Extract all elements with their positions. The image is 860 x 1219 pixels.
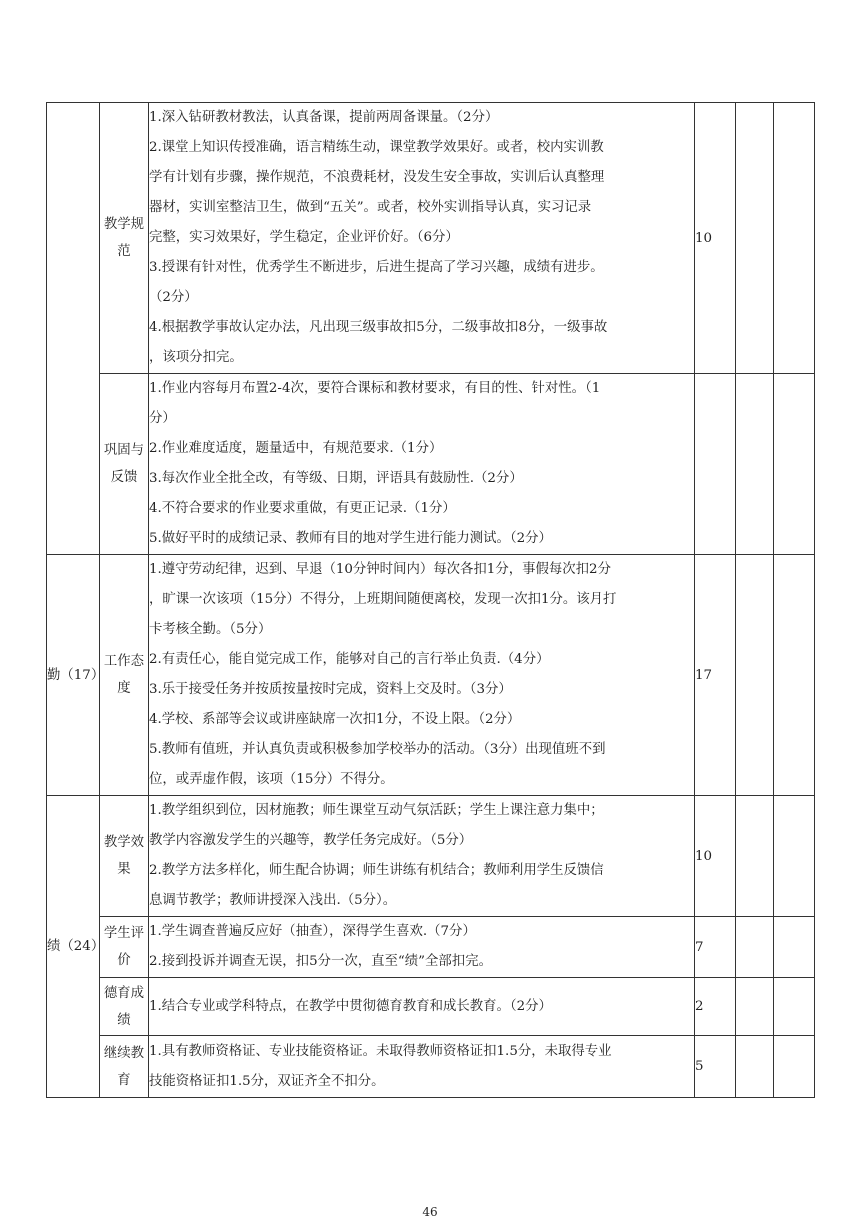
criteria-line: 1.深入钻研教材教法，认真备课，提前两周备课量。（2分）: [149, 110, 499, 125]
empty-cell: [736, 917, 774, 978]
empty-cell: [736, 374, 774, 555]
criteria-line: ，该项分扣完。: [149, 350, 243, 365]
criteria-cell: [149, 103, 695, 374]
criteria-line: 位，或弄虚作假，该项（15分）不得分。: [149, 772, 394, 787]
score-cell: [695, 374, 736, 555]
table-row: [47, 555, 815, 796]
empty-cell: [736, 1036, 774, 1098]
criteria-cell: [149, 1036, 695, 1098]
table-row: [47, 978, 815, 1036]
empty-cell: [736, 103, 774, 374]
empty-cell: [736, 978, 774, 1036]
criteria-line: 3.授课有针对性，优秀学生不断进步，后进生提高了学习兴趣，成绩有进步。: [149, 260, 604, 275]
table-row: [47, 796, 815, 917]
table-row: [47, 103, 815, 374]
empty-cell: [774, 1036, 815, 1098]
subcategory-cell: 工作态度: [100, 555, 149, 796]
empty-cell: [774, 103, 815, 374]
empty-cell: [774, 555, 815, 796]
criteria-line: 5.做好平时的成绩记录、教师有目的地对学生进行能力测试。（2分）: [149, 531, 552, 546]
subcategory-cell: 学生评价: [100, 917, 149, 978]
criteria-line: 4.学校、系部等会议或讲座缺席一次扣1分，不设上限。（2分）: [149, 712, 521, 727]
score-cell: 10: [695, 103, 736, 374]
subcategory-cell: 巩固与反馈: [100, 374, 149, 555]
criteria-line: 分）: [149, 411, 176, 426]
criteria-line: 卡考核全勤。（5分）: [149, 622, 272, 637]
criteria-line: （2分）: [149, 290, 198, 305]
criteria-cell: [149, 374, 695, 555]
criteria-line: 5.教师有值班，并认真负责或积极参加学校举办的活动。（3分）出现值班不到: [149, 742, 606, 757]
empty-cell: [774, 374, 815, 555]
criteria-line: 2.有责任心，能自觉完成工作，能够对自己的言行举止负责.（4分）: [149, 652, 550, 667]
criteria-line: 1.学生调查普遍反应好（抽查），深得学生喜欢.（7分）: [149, 924, 476, 939]
criteria-line: 1.遵守劳动纪律，迟到、早退（10分钟时间内）每次各扣1分，事假每次扣2分: [149, 562, 611, 577]
empty-cell: [736, 555, 774, 796]
score-cell: 7: [695, 917, 736, 978]
subcategory-cell: 德育成绩: [100, 978, 149, 1036]
table-row: [47, 917, 815, 978]
criteria-line: 1.教学组织到位，因材施教；师生课堂互动气氛活跃；学生上课注意力集中；: [149, 803, 604, 818]
criteria-line: 1.结合专业或学科特点，在教学中贯彻德育教育和成长教育。（2分）: [149, 998, 552, 1014]
subcategory-cell: 教学效果: [100, 796, 149, 917]
subcategory-cell: 继续教育: [100, 1036, 149, 1098]
criteria-line: 完整，实习效果好，学生稳定，企业评价好。（6分）: [149, 230, 459, 245]
criteria-line: ，旷课一次该项（15分）不得分，上班期间随便离校，发现一次扣1分。该月打: [149, 592, 617, 607]
score-cell: 2: [695, 978, 736, 1036]
score-cell: 10: [695, 796, 736, 917]
criteria-line: 技能资格证扣1.5分，双证齐全不扣分。: [149, 1073, 385, 1089]
evaluation-table: [46, 102, 815, 1098]
table-row: [47, 1036, 815, 1098]
category-cell: 绩（24）: [47, 796, 100, 1098]
criteria-line: 教学内容激发学生的兴趣等，教学任务完成好。（5分）: [149, 833, 473, 848]
empty-cell: [774, 917, 815, 978]
subcategory-cell: 教学规范: [100, 103, 149, 374]
score-cell: 5: [695, 1036, 736, 1098]
criteria-line: 4.根据教学事故认定办法，凡出现三级事故扣5分，二级事故扣8分，一级事故: [149, 320, 608, 335]
category-cell: 勤（17）: [47, 555, 100, 796]
criteria-line: 学有计划有步骤，操作规范，不浪费耗材，没发生安全事故，实训后认真整理: [149, 170, 605, 185]
criteria-line: 息调节教学；教师讲授深入浅出.（5分）。: [149, 893, 397, 908]
criteria-cell: [149, 796, 695, 917]
criteria-line: 2.接到投诉并调查无误，扣5分一次，直至“绩”全部扣完。: [149, 954, 492, 969]
criteria-line: 1.具有教师资格证、专业技能资格证。未取得教师资格证扣1.5分，未取得专业: [149, 1043, 612, 1059]
criteria-line: 1.作业内容每月布置2-4次，要符合课标和教材要求，有目的性、针对性。（1: [149, 381, 601, 396]
criteria-line: 器材，实训室整洁卫生，做到“五关”。或者，校外实训指导认真，实习记录: [149, 200, 592, 215]
criteria-cell: [149, 555, 695, 796]
score-cell: 17: [695, 555, 736, 796]
criteria-line: 2.课堂上知识传授准确，语言精练生动，课堂教学效果好。或者，校内实训教: [149, 140, 604, 155]
criteria-cell: [149, 917, 695, 978]
table-row: [47, 374, 815, 555]
empty-cell: [774, 796, 815, 917]
empty-cell: [774, 978, 815, 1036]
empty-cell: [736, 796, 774, 917]
category-cell: [47, 103, 100, 555]
criteria-line: 2.作业难度适度，题量适中，有规范要求.（1分）: [149, 441, 443, 456]
criteria-line: 3.乐于接受任务并按质按量按时完成，资料上交及时。（3分）: [149, 682, 512, 697]
criteria-line: 4.不符合要求的作业要求重做，有更正记录.（1分）: [149, 501, 456, 516]
criteria-line: 3.每次作业全批全改，有等级、日期，评语具有鼓励性.（2分）: [149, 471, 523, 486]
page-number: 46: [422, 1205, 438, 1219]
criteria-cell: [149, 978, 695, 1036]
criteria-line: 2.教学方法多样化，师生配合协调；师生讲练有机结合；教师利用学生反馈信: [149, 863, 604, 878]
